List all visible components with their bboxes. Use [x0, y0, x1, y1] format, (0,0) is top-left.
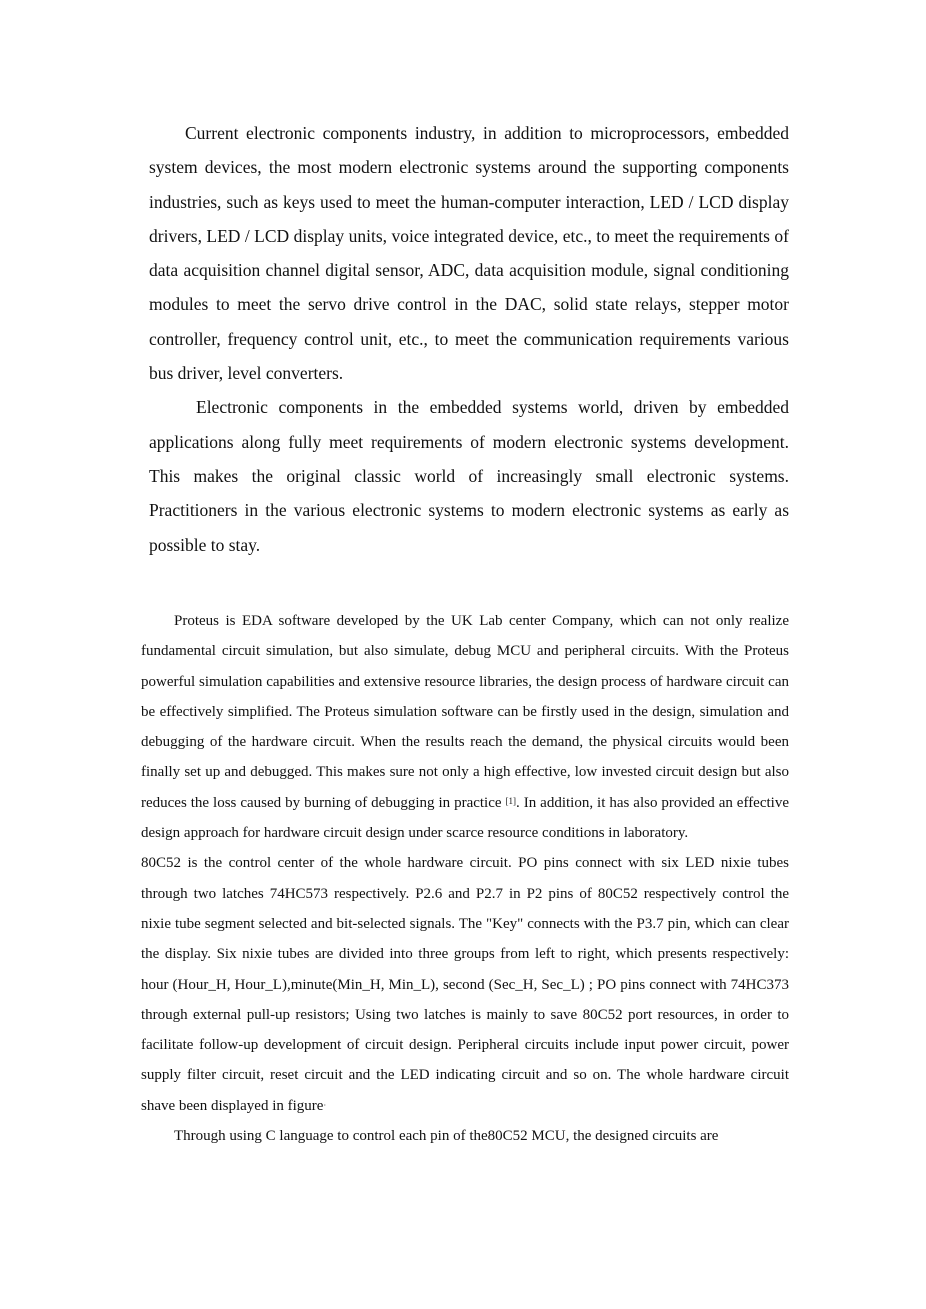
citation-marker: [1] [505, 795, 516, 806]
paragraph-c-language: Through using C language to control each pin of the80C52 MCU, the designed circuits are [174, 1128, 719, 1145]
paragraph-80c52-trailing-mark: · [323, 1100, 327, 1110]
paragraph-80c52-text: 80C52 is the control center of the whole hardware circuit. PO pins connect with six LED nixie tubes through two latches 74HC573 respectively. P2.6 and P2.7 in P2 pins of 80C52 respectively control the nixie tube segment selected and bit-selected signals. The "Key" connects with the P3.7 pin, which can clear the display. Six nixie tubes are divided into three groups from left to right, which presents respectively: hour (Hour_H, Hour_L),minute(Min_H, Min_L), second (Sec_H, Sec_L) ; PO pins connect with 74HC373 through external pull-up resistors; Using two latches is mainly to save 80C52 port resources, in order to facilitate follow-up development of circuit design. Peripheral circuits include input power circuit, power supply filter circuit, reset circuit and the LED indicating circuit and so on. The whole hardware circuit shave been displayed in figure [141, 855, 789, 1114]
paragraph-components-industry: Current electronic components industry, in addition to microprocessors, embedded system devices, the most modern electronic systems around the supporting components industries, such as keys used to meet the human-computer interaction, LED / LCD display drivers, LED / LCD display units, voice integrated device, etc., to meet the requirements of data acquisition channel digital sensor, ADC, data acquisition module, signal conditioning modules to meet the servo drive control in the DAC, solid state relays, stepper motor controller, frequency control unit, etc., to meet the communication requirements various bus driver, level converters. [149, 123, 789, 384]
text-block-primary [149, 116, 789, 562]
paragraph-proteus-text-continued: . In addition, it has also provided an effective design approach for hardware circuit design under scarce resource conditions in laboratory. [141, 794, 789, 842]
paragraph-proteus-text: Proteus is EDA software developed by the UK Lab center Company, which can not only realize fundamental circuit simulation, but also simulate, debug MCU and peripheral circuits. With the Proteus powerful simulation capabilities and extensive resource libraries, the design process of hardware circuit can be effectively simplified. The Proteus simulation software can be firstly used in the design, simulation and debugging of the hardware circuit. When the results reach the demand, the physical circuits would been finally set up and debugged. This makes sure not only a high effective, low invested circuit design but also reduces the loss caused by burning of debugging in practice [141, 613, 789, 811]
paragraph-embedded-world: Electronic components in the embedded systems world, driven by embedded applications along fully meet requirements of modern electronic systems development. This makes the original classic world of increasingly small electronic systems. Practitioners in the various electronic systems to modern electronic systems as early as possible to stay. [149, 397, 789, 555]
paragraph-proteus [141, 606, 789, 848]
text-block-secondary [141, 606, 789, 1151]
paragraph-80c52 [141, 848, 789, 1121]
